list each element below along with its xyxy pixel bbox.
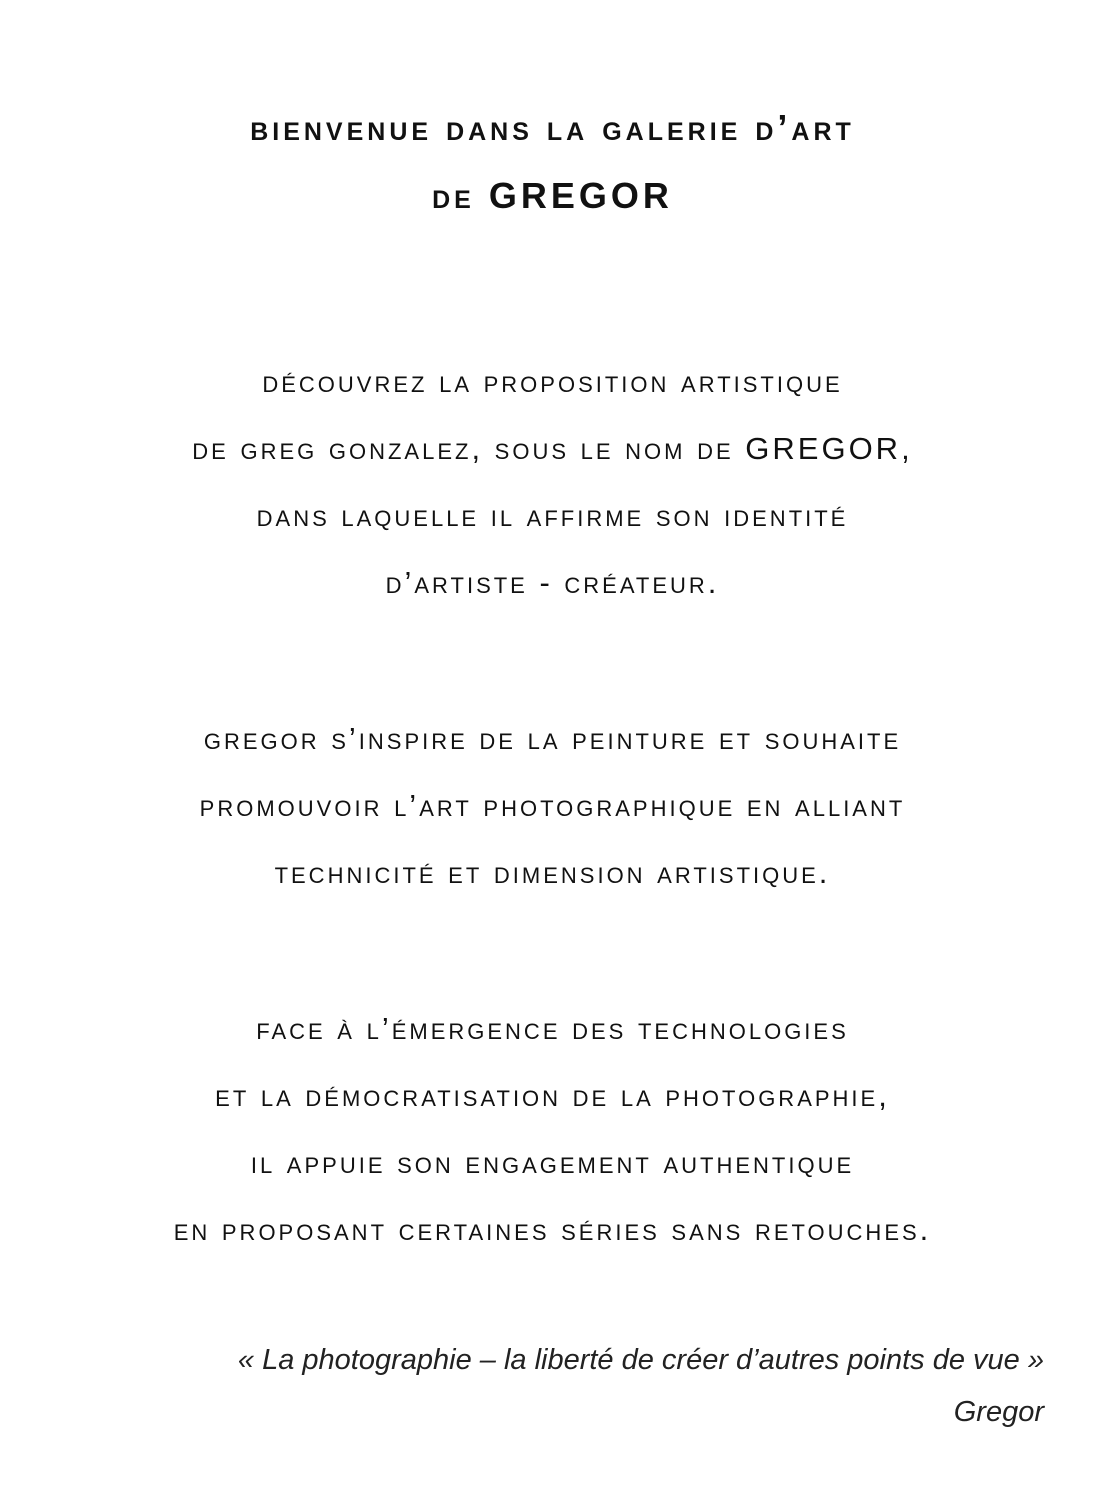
- p1-line2-prefix: de greg gonzalez, sous le nom de: [192, 431, 734, 466]
- paragraph-1-line-1: découvrez la proposition artistique: [262, 364, 843, 399]
- paragraph-2-line-3: technicité et dimension artistique.: [274, 855, 831, 890]
- title-text-1: bienvenue dans la galerie d’art: [250, 107, 855, 148]
- page-title-line-1: [0, 108, 1105, 148]
- paragraph-3-line-2: et la démocratisation de la photographie,: [215, 1078, 890, 1113]
- paragraph-1-line-4: d’artiste - créateur.: [385, 565, 720, 600]
- paragraph-2-line-2: promouvoir l’art photographique en alliant: [199, 788, 906, 823]
- p1-line2-suffix: ,: [901, 431, 913, 466]
- paragraph-3-line-3: il appuie son engagement authentique: [250, 1145, 855, 1180]
- page-title-line-2: [0, 176, 1105, 216]
- title-prefix: de: [432, 175, 475, 216]
- quote-author: Gregor: [953, 1396, 1044, 1428]
- paragraph-1-line-3: dans laquelle il affirme son identité: [256, 498, 849, 533]
- paragraph-2-line-1: gregor s’inspire de la peinture et souhaite: [203, 721, 902, 756]
- paragraph-1-line-2: [0, 431, 1105, 467]
- paragraph-3-line-1: face à l’émergence des technologies: [256, 1011, 849, 1046]
- title-artist-name: GREGOR: [488, 175, 673, 216]
- p1-artist-name: GREGOR: [745, 431, 902, 466]
- paragraph-3-line-4: en proposant certaines séries sans retouches.: [173, 1212, 932, 1247]
- artist-quote: « La photographie – la liberté de créer d’autres points de vue »: [237, 1344, 1044, 1376]
